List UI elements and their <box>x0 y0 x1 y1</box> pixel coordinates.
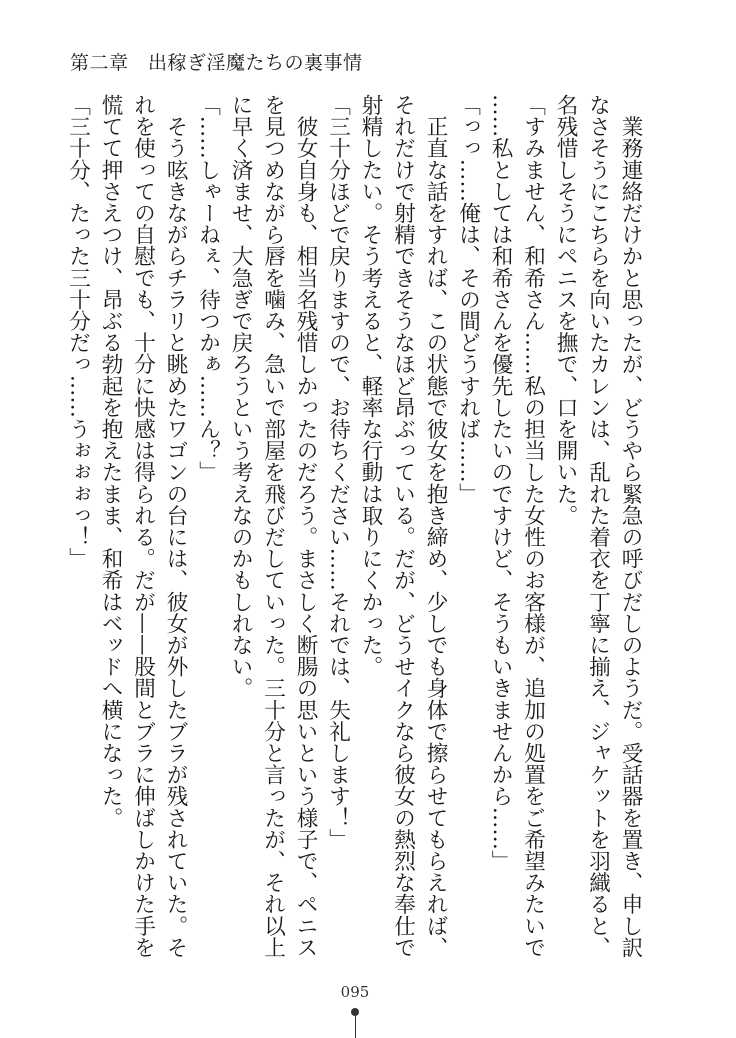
text-column: そう呟きながらチラリと眺めたワゴンの台には、彼女が外したブラが残されていた。そ <box>163 94 188 958</box>
text-column: れを使っての自慰でも、十分に快感は得られる。だが——股間とブラに伸ばしかけた手を <box>130 94 156 958</box>
vertical-body-text <box>60 94 646 966</box>
page-number: 095 <box>340 983 370 1001</box>
text-column: 業務連絡だけかと思ったが、どうやら緊急の呼びだしのようだ。受話器を置き、申し訳 <box>618 94 643 958</box>
text-column: 「すみません、和希さん……私の担当した女性のお客様が、追加の処置をご希望みたいで <box>520 94 546 958</box>
page-marker-line <box>355 1016 356 1038</box>
text-column: を見つめながら唇を噛み、急いで部屋を飛びだしていった。三十分と言ったが、それ以上 <box>260 94 286 958</box>
text-column: 「三十分ほどで戻りますので、お待ちください……それでは、失礼します！」 <box>325 94 351 850</box>
text-column: それだけで射精できそうなほど昂ぶっている。だが、どうせイクなら彼女の熱烈な奉仕で <box>390 94 416 958</box>
text-column: 「三十分、たった三十分だっ……うぉぉぉっ！」 <box>65 94 91 570</box>
chapter-header: 第二章 出稼ぎ淫魔たちの裏事情 <box>70 52 363 74</box>
text-column: 彼女自身も、相当名残惜しかったのだろう。まさしく断腸の思いという様子で、ペニス <box>293 94 318 958</box>
text-column: 正直な話をすれば、この状態で彼女を抱き締め、少しでも身体で擦らせてもらえれば、 <box>423 94 448 958</box>
text-column: 名残惜しそうにペニスを撫で、口を開いた。 <box>553 94 578 526</box>
text-column: に早く済ませ、大急ぎで戻ろうという考えなのかもしれない。 <box>228 94 253 699</box>
text-column: ……私としては和希さんを優先したいのですけど、そうもいきませんから……」 <box>488 94 513 872</box>
text-column: 射精したい。そう考えると、軽率な行動は取りにくかった。 <box>358 94 383 678</box>
text-column: 「っっ……俺は、その間どうすれば……」 <box>455 94 481 505</box>
text-column: 「……しゃーねぇ、待つかぁ……ん？」 <box>195 94 221 483</box>
text-column: 慌てて押さえつけ、昂ぶる勃起を抱えたまま、和希はベッドへ横になった。 <box>98 94 123 829</box>
text-column: なさそうにこちらを向いたカレンは、乱れた着衣を丁寧に揃え、ジャケットを羽織ると、 <box>585 94 611 958</box>
page-marker-dot-icon <box>351 1008 359 1016</box>
